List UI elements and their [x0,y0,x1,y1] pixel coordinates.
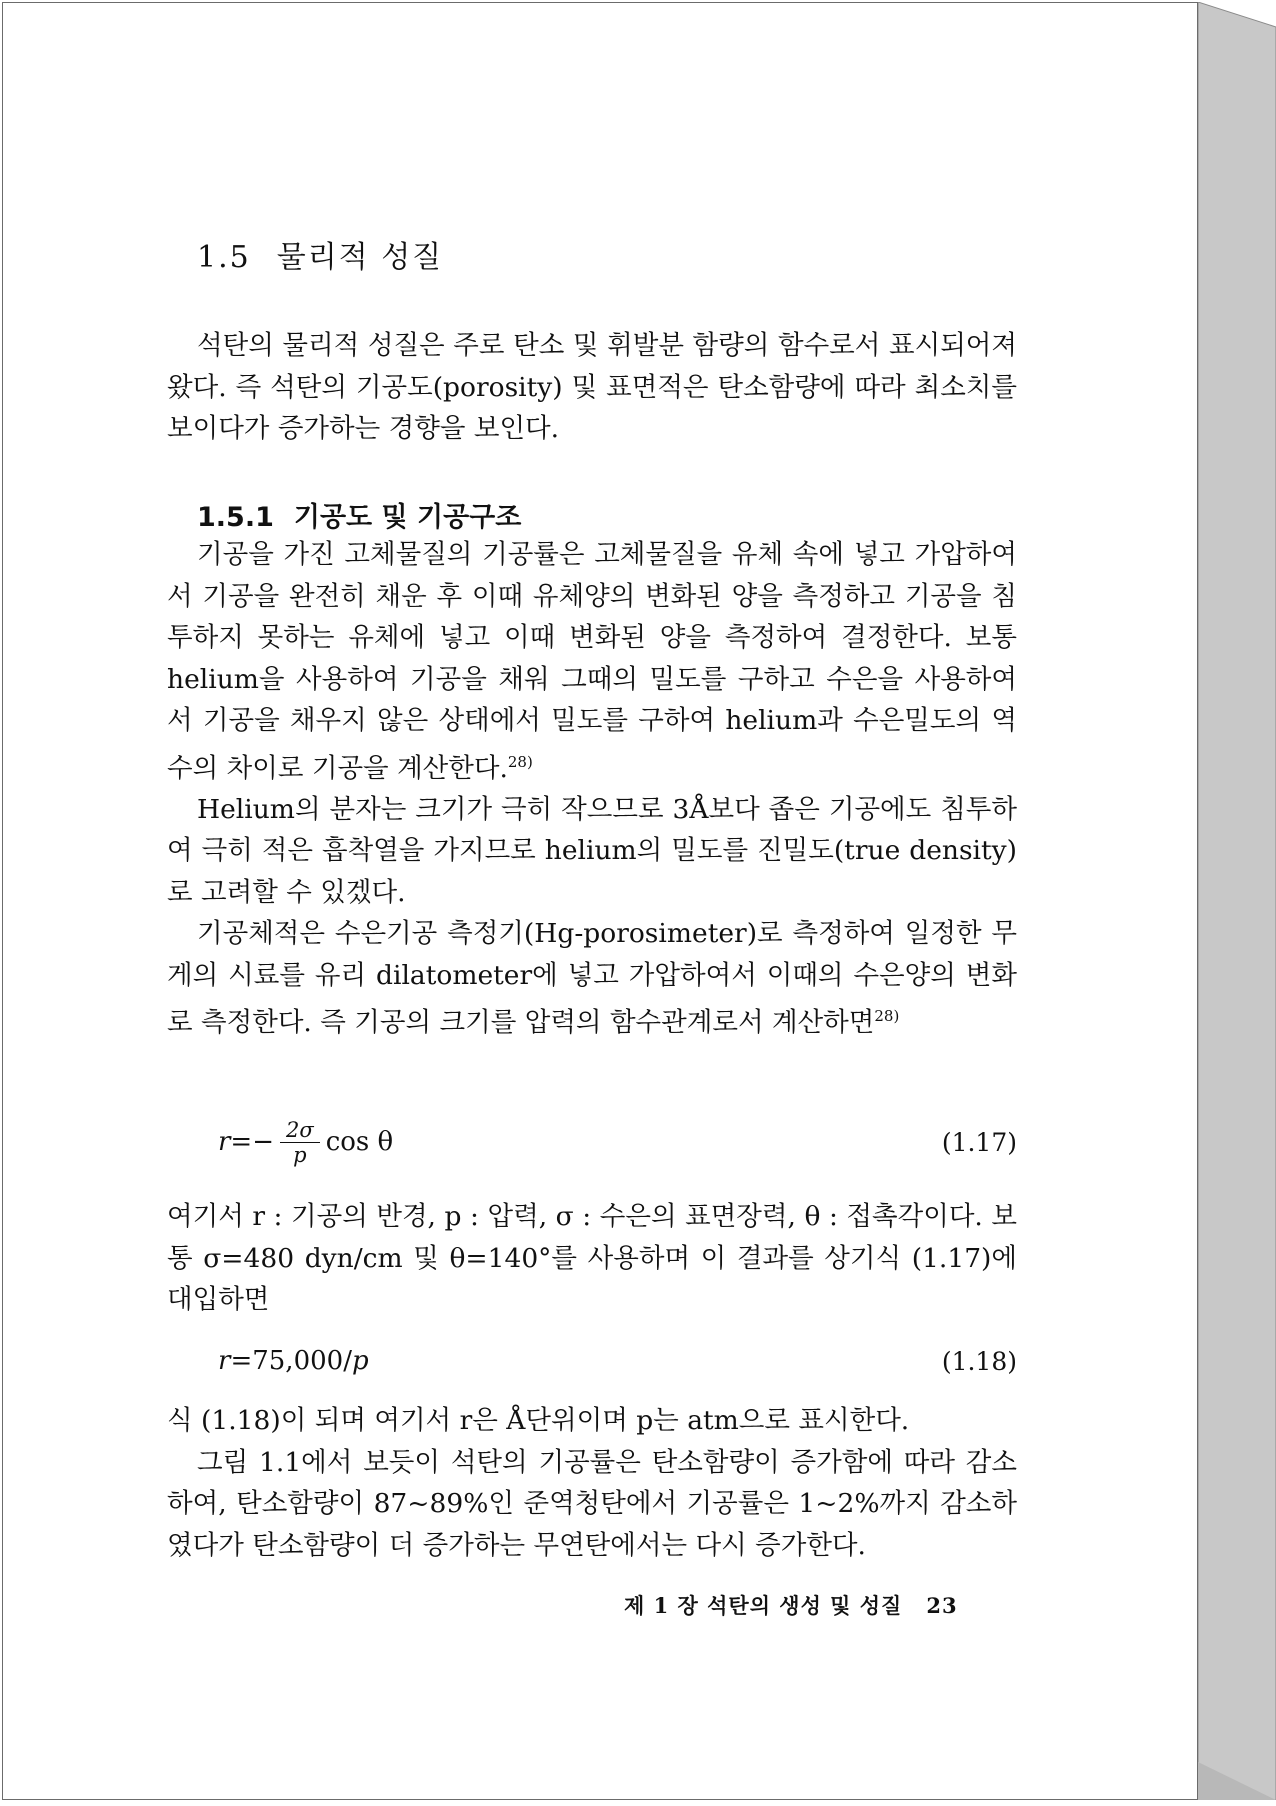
after-equation-text: 식 (1.18)이 되며 여기서 r은 Å단위이며 p는 atm으로 표시한다. [167,1405,910,1436]
equation-rhs: cos θ [325,1127,394,1157]
definitions-block [167,1196,1017,1321]
equation-fraction [280,1118,320,1167]
equation-lhs: r=− [218,1127,274,1157]
equation-rhs: =75,000/ [230,1346,352,1376]
final-paragraph: 그림 1.1에서 보듯이 석탄의 기공률은 탄소함량이 증가함에 따라 감소하여, 탄소함량이 87~89%인 준역청탄에서 기공률은 1~2%까지 감소하였다가 탄소함량이 더 증가하는 무연탄에서는 다시 증가한다. [167,1446,1017,1561]
section-title [197,232,443,276]
paragraph-porosity-method [167,534,1017,789]
paragraph-helium: Helium의 분자는 크기가 극히 작으므로 3Å보다 좁은 기공에도 침투하여 극히 적은 흡착열을 가지므로 helium의 밀도를 진밀도(true density)로 고려할 수 있겠다. [167,793,1017,908]
reference-marker: 28) [507,752,533,771]
intro-paragraph: 석탄의 물리적 성질은 주로 탄소 및 휘발분 함량의 함수로서 표시되어져 왔다. 즉 석탄의 기공도(porosity) 및 표면적은 탄소함량에 따라 최소치를 보이다가 증가하는 경향을 보인다. [167,330,1017,444]
page-number: 23 [926,1593,958,1618]
equation-lhs: r [218,1346,231,1376]
running-footer [624,1590,958,1620]
paragraph-porosimeter-text: 기공체적은 수은기공 측정기(Hg-porosimeter)로 측정하여 일정한 무게의 시료를 유리 dilatometer에 넣고 가압하여서 이때의 수은양의 변화로 측정한다. 즉 기공의 크기를 압력의 함수관계로서 계산하면 [167,918,1017,1039]
fraction-numerator: 2σ [280,1118,320,1143]
paragraph-porosimeter [167,913,1017,1043]
equation-variable: p [351,1346,369,1376]
equation-1-17 [167,1112,1017,1172]
page-edge-shadow [1198,2,1276,1800]
equation-number: (1.18) [941,1346,1017,1376]
fraction-denominator: p [293,1142,307,1167]
subsection-title-text: 기공도 및 기공구조 [293,502,522,533]
subsection-number: 1.5.1 [197,502,274,533]
body-paragraphs [167,534,1017,1044]
section-title-text: 물리적 성질 [276,240,444,275]
paragraph-porosity-method-text: 기공을 가진 고체물질의 기공률은 고체물질을 유체 속에 넣고 가압하여서 기공을 완전히 채운 후 이때 유체양의 변화된 양을 측정하고 기공을 침투하지 못하는 유체에 넣고 이때 변화된 양을 측정하여 결정한다. 보통 helium을 사용하여 기공을 채워 그때의 밀도를 구하고 수은을 사용하여서 기공을 채우지 않은 상태에서 밀도를 구하여 helium과 수은밀도의 역수의 차이로 기공을 계산한다. [167,539,1017,784]
intro-paragraph-block [167,325,1017,450]
reference-marker: 28) [874,1007,900,1026]
definitions-paragraph: 여기서 r : 기공의 반경, p : 압력, σ : 수은의 표면장력, θ : 접촉각이다. 보통 σ=480 dyn/cm 및 θ=140°를 사용하며 이 결과를 상기식 (1.17)에 대입하면 [167,1201,1017,1315]
equation-1-18 [167,1339,1017,1383]
closing-block [167,1400,1017,1566]
subsection-title [197,495,521,534]
footer-chapter: 제 1 장 석탄의 생성 및 성질 [624,1593,903,1618]
section-number: 1.5 [197,240,251,275]
equation-number: (1.17) [941,1127,1017,1157]
